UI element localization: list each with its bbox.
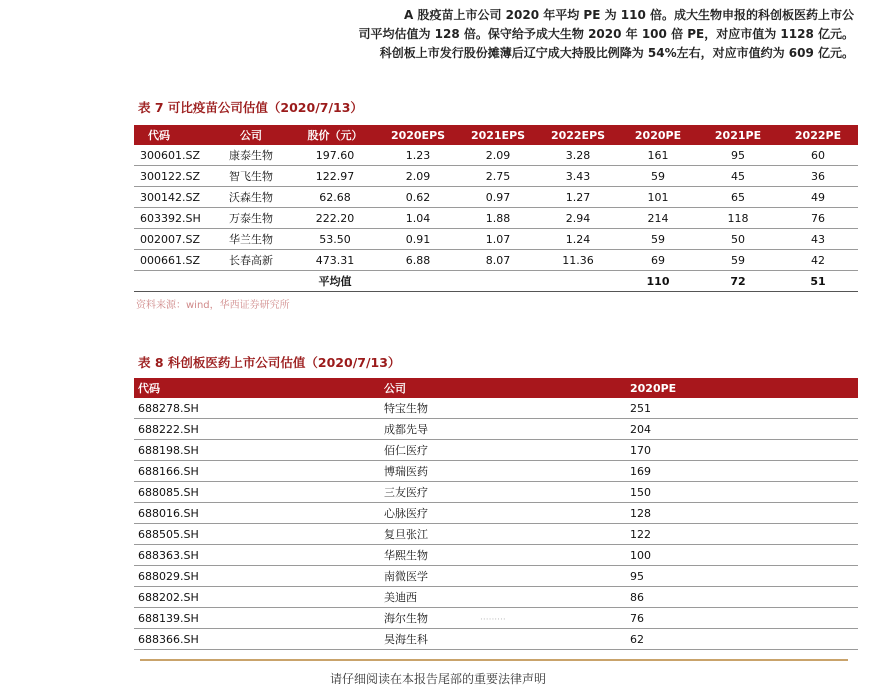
cell-2021eps: 2.09 (458, 145, 538, 166)
intro-line-2: 司平均估值为 128 倍。保守给予成大生物 2020 年 100 倍 PE，对应市值为 1128 亿元。 (358, 27, 854, 41)
cell-2021pe: 65 (698, 187, 778, 208)
table-row (134, 461, 858, 482)
cell-2021eps: 2.75 (458, 166, 538, 187)
cell-company: 成都先导 (234, 419, 630, 440)
cell-company: 特宝生物 (234, 398, 630, 419)
cell-2020pe: 62 (630, 629, 858, 650)
table8-header-2020pe: 2020PE (630, 378, 858, 398)
cell-code: 688278.SH (134, 398, 234, 419)
table-row (134, 629, 858, 650)
cell-code: 002007.SZ (134, 229, 210, 250)
dotted-mark: ········· (480, 615, 506, 625)
cell-company: 华兰生物 (210, 229, 292, 250)
average-2021pe: 72 (698, 271, 778, 292)
cell-2022pe: 36 (778, 166, 858, 187)
cell-code: 300142.SZ (134, 187, 210, 208)
cell-company: 沃森生物 (210, 187, 292, 208)
table8-header-code: 代码 (134, 378, 234, 398)
cell-2020pe: 95 (630, 566, 858, 587)
table7-header-company: 公司 (210, 125, 292, 145)
cell-company: 智飞生物 (210, 166, 292, 187)
table7-header-row (134, 125, 858, 145)
table8 (134, 378, 858, 650)
cell-2020pe: 128 (630, 503, 858, 524)
cell-2021eps: 0.97 (458, 187, 538, 208)
cell-company: 康泰生物 (210, 145, 292, 166)
footer-disclaimer: 请仔细阅读在本报告尾部的重要法律声明 (329, 672, 546, 686)
cell-price: 53.50 (292, 229, 378, 250)
cell-2020pe: 251 (630, 398, 858, 419)
cell-2020eps: 0.62 (378, 187, 458, 208)
cell-2021eps: 8.07 (458, 250, 538, 271)
table-row (134, 608, 858, 629)
cell-2020pe: 76 (630, 608, 858, 629)
cell-2022eps: 2.94 (538, 208, 618, 229)
cell-code: 688139.SH (134, 608, 234, 629)
cell-company: 复旦张江 (234, 524, 630, 545)
intro-line-1: A 股疫苗上市公司 2020 年平均 PE 为 110 倍。成大生物申报的科创板医药上市公 (404, 8, 854, 22)
footer-divider (140, 659, 848, 661)
cell-code: 688085.SH (134, 482, 234, 503)
table7 (134, 125, 858, 292)
table7-header-2020pe: 2020PE (618, 125, 698, 145)
cell-2022eps: 3.43 (538, 166, 618, 187)
cell-price: 62.68 (292, 187, 378, 208)
cell-company: 昊海生科 (234, 629, 630, 650)
cell-code: 688505.SH (134, 524, 234, 545)
cell-company (234, 608, 630, 629)
cell-2020pe: 214 (618, 208, 698, 229)
table7-header-code: 代码 (134, 125, 210, 145)
table-row (134, 187, 858, 208)
cell-2020eps: 1.04 (378, 208, 458, 229)
cell-code: 688016.SH (134, 503, 234, 524)
cell-2020pe: 204 (630, 419, 858, 440)
cell-2022pe: 76 (778, 208, 858, 229)
cell-company: 万泰生物 (210, 208, 292, 229)
cell-2022pe: 43 (778, 229, 858, 250)
cell-2020eps: 2.09 (378, 166, 458, 187)
cell-code: 688166.SH (134, 461, 234, 482)
cell-code: 300601.SZ (134, 145, 210, 166)
cell-code: 688366.SH (134, 629, 234, 650)
average-2022pe: 51 (778, 271, 858, 292)
cell-2022eps: 1.24 (538, 229, 618, 250)
table7-header-price: 股价（元） (292, 125, 378, 145)
cell-2021pe: 59 (698, 250, 778, 271)
cell-price: 473.31 (292, 250, 378, 271)
table-row (134, 250, 858, 271)
table-row (134, 587, 858, 608)
cell-company: 三友医疗 (234, 482, 630, 503)
table8-header-row (134, 378, 858, 398)
table-row (134, 419, 858, 440)
table7-header-2021pe: 2021PE (698, 125, 778, 145)
table-row (134, 545, 858, 566)
cell-company: 美迪西 (234, 587, 630, 608)
cell-2022pe: 60 (778, 145, 858, 166)
cell-2020eps: 6.88 (378, 250, 458, 271)
table7-header-2021eps: 2021EPS (458, 125, 538, 145)
cell-price: 122.97 (292, 166, 378, 187)
cell-2020pe: 150 (630, 482, 858, 503)
cell-2022pe: 49 (778, 187, 858, 208)
cell-2020pe: 69 (618, 250, 698, 271)
table7-header-2022eps: 2022EPS (538, 125, 618, 145)
table7-header-2022pe: 2022PE (778, 125, 858, 145)
cell-2022eps: 1.27 (538, 187, 618, 208)
cell-company: 南微医学 (234, 566, 630, 587)
cell-2021pe: 95 (698, 145, 778, 166)
cell-2020eps: 1.23 (378, 145, 458, 166)
cell-2021pe: 45 (698, 166, 778, 187)
table7-average-row (134, 271, 858, 292)
cell-code: 688222.SH (134, 419, 234, 440)
cell-company: 心脉医疗 (234, 503, 630, 524)
intro-line-3: 科创板上市发行股份摊薄后辽宁成大持股比例降为 54%左右，对应市值约为 609 亿元。 (379, 46, 854, 60)
average-2020pe: 110 (618, 271, 698, 292)
table8-header-company: 公司 (234, 378, 630, 398)
cell-code: 603392.SH (134, 208, 210, 229)
table-row (134, 208, 858, 229)
intro-paragraph (294, 6, 854, 63)
average-label: 平均值 (292, 271, 378, 292)
table7-title: 表 7 可比疫苗公司估值（2020/7/13） (138, 100, 363, 115)
cell-2021pe: 50 (698, 229, 778, 250)
cell-price: 197.60 (292, 145, 378, 166)
cell-2020pe: 59 (618, 166, 698, 187)
cell-2020pe: 59 (618, 229, 698, 250)
cell-2020pe: 100 (630, 545, 858, 566)
company-name: 海尔生物 (384, 612, 428, 625)
cell-code: 000661.SZ (134, 250, 210, 271)
cell-code: 688363.SH (134, 545, 234, 566)
table7-source: 资料来源：wind，华西证券研究所 (136, 300, 290, 311)
cell-2021eps: 1.88 (458, 208, 538, 229)
table-row (134, 398, 858, 419)
cell-company: 长春高新 (210, 250, 292, 271)
cell-2022eps: 3.28 (538, 145, 618, 166)
cell-company: 博瑞医药 (234, 461, 630, 482)
cell-code: 688202.SH (134, 587, 234, 608)
table-row (134, 503, 858, 524)
cell-2021eps: 1.07 (458, 229, 538, 250)
cell-price: 222.20 (292, 208, 378, 229)
cell-company: 佰仁医疗 (234, 440, 630, 461)
table7-header-2020eps: 2020EPS (378, 125, 458, 145)
cell-2020pe: 101 (618, 187, 698, 208)
cell-code: 688198.SH (134, 440, 234, 461)
cell-2022eps: 11.36 (538, 250, 618, 271)
table-row (134, 166, 858, 187)
table-row (134, 566, 858, 587)
cell-code: 300122.SZ (134, 166, 210, 187)
table8-title: 表 8 科创板医药上市公司估值（2020/7/13） (138, 355, 401, 370)
cell-2020pe: 170 (630, 440, 858, 461)
cell-2020pe: 122 (630, 524, 858, 545)
table-row (134, 524, 858, 545)
table-row (134, 145, 858, 166)
cell-2020pe: 161 (618, 145, 698, 166)
cell-code: 688029.SH (134, 566, 234, 587)
table-row (134, 440, 858, 461)
cell-2020pe: 86 (630, 587, 858, 608)
cell-2020eps: 0.91 (378, 229, 458, 250)
cell-company: 华熙生物 (234, 545, 630, 566)
cell-2021pe: 118 (698, 208, 778, 229)
table-row (134, 229, 858, 250)
cell-2022pe: 42 (778, 250, 858, 271)
table-row (134, 482, 858, 503)
cell-2020pe: 169 (630, 461, 858, 482)
